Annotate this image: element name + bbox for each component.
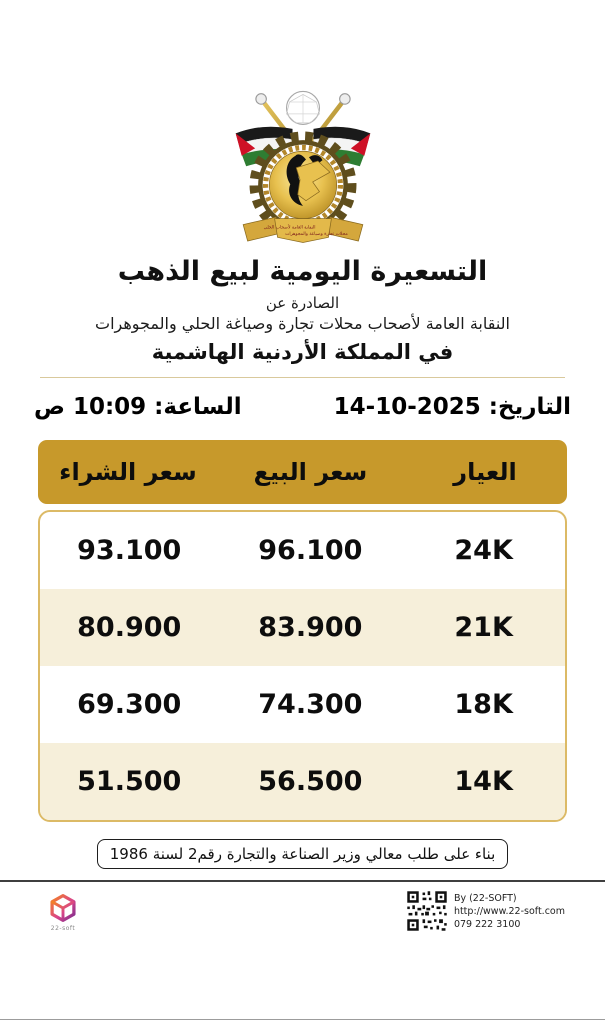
buy-price-value: 69.300 — [77, 689, 182, 720]
issued-by-label: الصادرة عن — [265, 294, 340, 312]
bottom-strip — [0, 882, 605, 932]
credit-phone: 079 222 3100 — [453, 918, 521, 930]
date-pair — [334, 394, 571, 420]
time-pair — [34, 394, 242, 420]
sell-price-value: 83.900 — [258, 612, 363, 643]
karat-value: 21K — [454, 612, 513, 643]
table-row — [40, 666, 565, 743]
globe-icon — [286, 91, 319, 124]
header-sell-price: سعر البيع — [253, 458, 368, 486]
time-label: الساعة: — [154, 394, 242, 420]
vendor-brand — [48, 892, 78, 932]
qr-code-icon — [406, 890, 448, 932]
gold-price-table — [38, 440, 567, 822]
bottom-hairline — [0, 1019, 605, 1020]
karat-value: 24K — [454, 535, 513, 566]
credit-text — [454, 890, 565, 931]
sell-price-value: 56.500 — [258, 766, 363, 797]
header-divider — [40, 377, 565, 378]
table-header-row — [38, 440, 567, 504]
sell-price-value: 96.100 — [258, 535, 363, 566]
header-karat: العيار — [453, 458, 517, 486]
buy-price-value: 93.100 — [77, 535, 182, 566]
credit-by-line: By (22-SOFT) — [453, 893, 517, 904]
decree-note-wrap — [0, 839, 605, 869]
ribbon-right-text: النقابة العامة لأصحاب الحلي — [263, 225, 315, 231]
country-line: في المملكة الأردنية الهاشمية — [151, 340, 454, 364]
time-value: 10:09 ص — [34, 394, 147, 420]
karat-value: 14K — [454, 766, 513, 797]
date-value: 14-10-2025 — [333, 394, 481, 420]
ribbon-left-text: محلات تجارة وصياغة والمجوهرات — [284, 232, 348, 238]
date-label: التاريخ: — [488, 394, 571, 420]
developer-credit — [406, 890, 565, 932]
karat-value: 18K — [454, 689, 513, 720]
table-row — [40, 589, 565, 666]
credit-website: http://www.22-soft.com — [453, 905, 565, 917]
brand-caption: 22-soft — [50, 925, 76, 932]
table-body — [38, 510, 567, 822]
table-row — [40, 512, 565, 589]
buy-price-value: 80.900 — [77, 612, 182, 643]
page-title: التسعيرة اليومية لبيع الذهب — [117, 256, 488, 287]
ribbon-banner-icon — [243, 217, 363, 242]
syndicate-emblem-logo — [0, 84, 605, 256]
syndicate-emblem-icon — [217, 84, 389, 256]
cube-logo-icon — [48, 892, 78, 924]
decree-note: بناء على طلب معالي وزير الصناعة والتجارة رقم2 لسنة 1986 — [97, 839, 509, 869]
table-row — [40, 743, 565, 820]
datetime-row — [0, 394, 605, 420]
sell-price-value: 74.300 — [258, 689, 363, 720]
header-buy-price: سعر الشراء — [59, 458, 197, 486]
buy-price-value: 51.500 — [77, 766, 182, 797]
issuer-name: النقابة العامة لأصحاب محلات تجارة وصياغة الحلي والمجوهرات — [95, 314, 510, 333]
